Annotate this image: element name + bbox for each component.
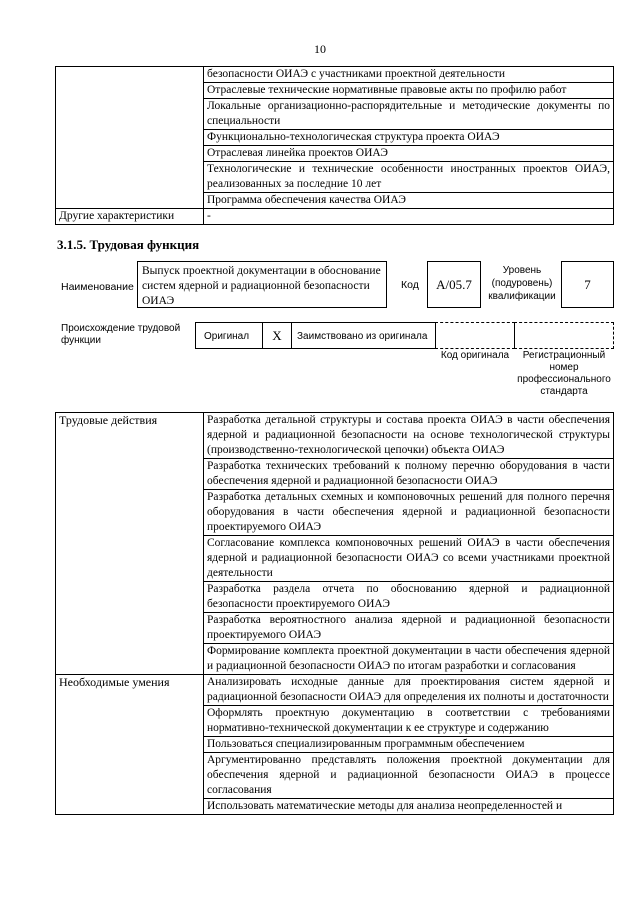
original-label: Оригинал [204,331,250,342]
group-item: Разработка детальных схемных и компоновочных решений для полного перечня оборудования в части обеспечения ядерной и радиационной безопасности проектируемого ОИАЭ [204,490,614,536]
original-mark: X [272,328,282,343]
row-value: Программа обеспечения качества ОИАЭ [204,193,614,209]
group-label: Трудовые действия [56,413,204,675]
group-item: Разработка детальной структуры и состава проекта ОИАЭ в части обеспечения ядерной и радиационной безопасности на основе технологической структуры (производственно-технологической цепочки) объекта ОИАЭ [204,413,614,459]
row-label: Другие характеристики [56,209,204,225]
row-label [56,67,204,209]
row-value: - [204,209,614,225]
group-item: Оформлять проектную документацию в соответствии с требованиями нормативно-технической документации к ее структуре и содержанию [204,706,614,737]
row-value: Технологические и технические особенности иностранных проектов ОИАЭ, реализованных за последние 10 лет [204,162,614,193]
section-title: 3.1.5. Трудовая функция [57,237,200,252]
table-row [56,67,614,83]
group-item: Разработка раздела отчета по обоснованию ядерной и радиационной безопасности проектируемого ОИАЭ [204,582,614,613]
group-item: Формирование комплекта проектной документации в части обеспечения ядерной и радиационной безопасности ОИАЭ по итогам разработки и согласования [204,644,614,675]
table-row [56,413,614,459]
reg-number-cell [514,322,614,349]
group-item: Пользоваться специализированным программным обеспечением [204,737,614,753]
group-item: Разработка вероятностного анализа ядерной и радиационной безопасности проектируемого ОИАЭ [204,613,614,644]
name-label: Наименование [61,281,134,293]
page-number: 10 [314,42,326,56]
function-name: Выпуск проектной документации в обоснование систем ядерной и радиационной безопасности ОИАЭ [142,265,381,307]
level-label: Уровень (подуровень) квалификации [488,265,556,302]
knowledge-table [55,66,614,225]
function-table [55,412,614,815]
original-code-cell [435,322,515,349]
table-row [56,675,614,706]
borrowed-label: Заимствовано из оригинала [297,331,428,342]
code-label: Код [401,279,419,291]
level-value: 7 [584,277,591,292]
group-item: Аргументированно представлять положения проектной документации для обеспечения ядерной и радиационной безопасности ОИАЭ в процессе согласования [204,753,614,799]
row-value: Локальные организационно-распорядительные и методические документы по специальности [204,99,614,130]
original-cell [195,322,263,349]
group-item: Анализировать исходные данные для проектирования систем ядерной и радиационной безопасности ОИАЭ для определения их полноты и достаточности [204,675,614,706]
group-item: Использовать математические методы для анализа неопределенностей и [204,799,614,815]
borrowed-cell [291,322,436,349]
row-value: безопасности ОИАЭ с участниками проектной деятельности [204,67,614,83]
code-box [427,261,481,308]
code-caption: Код оригинала [440,350,510,361]
table-row [56,209,614,225]
reg-caption: Регистрационный номер профессионального стандарта [517,350,611,397]
level-box [561,261,614,308]
group-item: Разработка технических требований к полному перечню оборудования в части обеспечения ядерной и радиационной безопасности ОИАЭ [204,459,614,490]
row-value: Функционально-технологическая структура проекта ОИАЭ [204,130,614,146]
original-mark-cell [262,322,292,349]
function-name-box [137,261,387,308]
group-label: Необходимые умения [56,675,204,815]
row-value: Отраслевая линейка проектов ОИАЭ [204,146,614,162]
code-value: A/05.7 [436,277,472,292]
group-item: Согласование комплекса компоновочных решений ОИАЭ в части обеспечения ядерной и радиационной безопасности ОИАЭ со всеми участниками проектной деятельности [204,536,614,582]
row-value: Отраслевые технические нормативные правовые акты по профилю работ [204,83,614,99]
origin-label: Происхождение трудовой функции [61,323,181,346]
